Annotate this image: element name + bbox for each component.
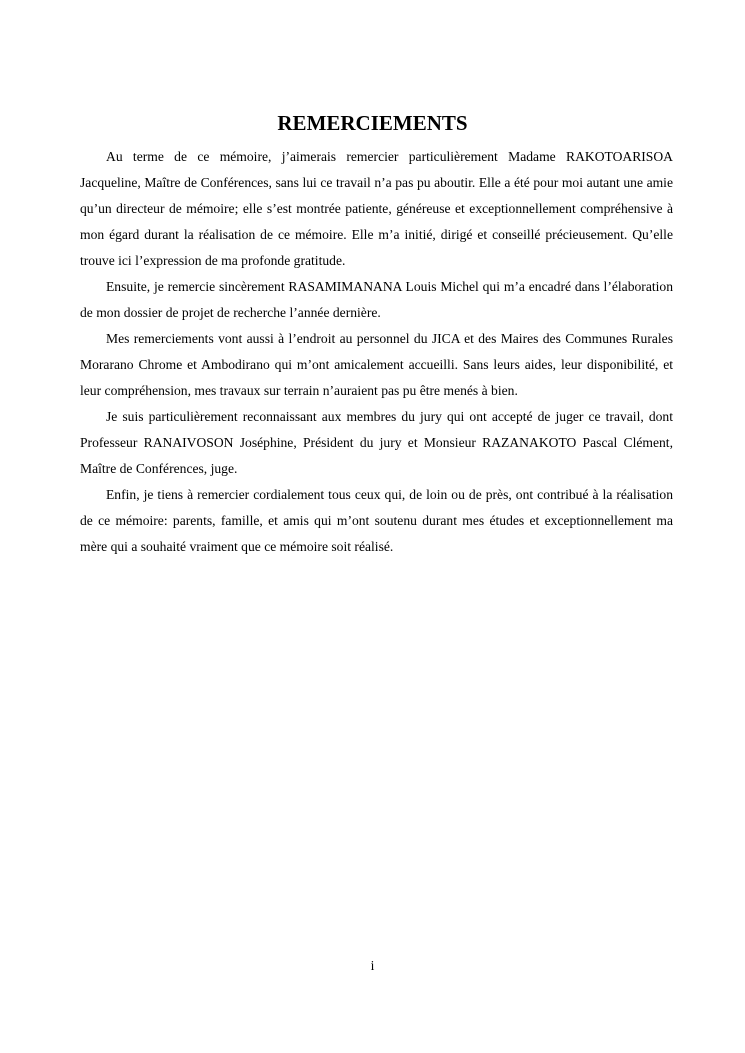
- page-number: i: [370, 958, 375, 973]
- paragraph-thesis-director: Au terme de ce mémoire, j’aimerais remercier particulièrement Madame RAKOTOARISOA Jacqueline, Maître de Conférences, sans lui ce travail n’a pas pu aboutir. Elle a été pour moi autant une amie qu’un directeur de mémoire; elle s’est montrée patiente, généreuse et exceptionnellement compréhensive à mon égard durant la réalisation de ce mémoire. Elle m’a initié, dirigé et conseillé précieusement. Qu’elle trouve ici l’expression de ma profonde gratitude.: [80, 149, 673, 268]
- paragraph-jury: Je suis particulièrement reconnaissant aux membres du jury qui ont accepté de juger ce travail, dont Professeur RANAIVOSON Joséphine, Président du jury et Monsieur RAZANAKOTO Pascal Clément, Maître de Conférences, juge.: [80, 409, 673, 476]
- paragraph-project-supervisor: Ensuite, je remercie sincèrement RASAMIMANANA Louis Michel qui m’a encadré dans l’élaboration de mon dossier de projet de recherche l’année dernière.: [80, 279, 673, 320]
- acknowledgements-body: [80, 144, 673, 560]
- paragraph-jica-mayors: Mes remerciements vont aussi à l’endroit au personnel du JICA et des Maires des Communes Rurales Morarano Chrome et Ambodirano qui m’ont amicalement accueilli. Sans leurs aides, leur disponibilité, et leur compréhension, mes travaux sur terrain n’auraient pas pu être menés à bien.: [80, 331, 673, 398]
- page-title: REMERCIEMENTS: [277, 111, 468, 135]
- paragraph-family-friends: Enfin, je tiens à remercier cordialement tous ceux qui, de loin ou de près, ont contribué à la réalisation de ce mémoire: parents, famille, et amis qui m’ont soutenu durant mes études et exceptionnellement ma mère qui a souhaité vraiment que ce mémoire soit réalisé.: [80, 487, 673, 554]
